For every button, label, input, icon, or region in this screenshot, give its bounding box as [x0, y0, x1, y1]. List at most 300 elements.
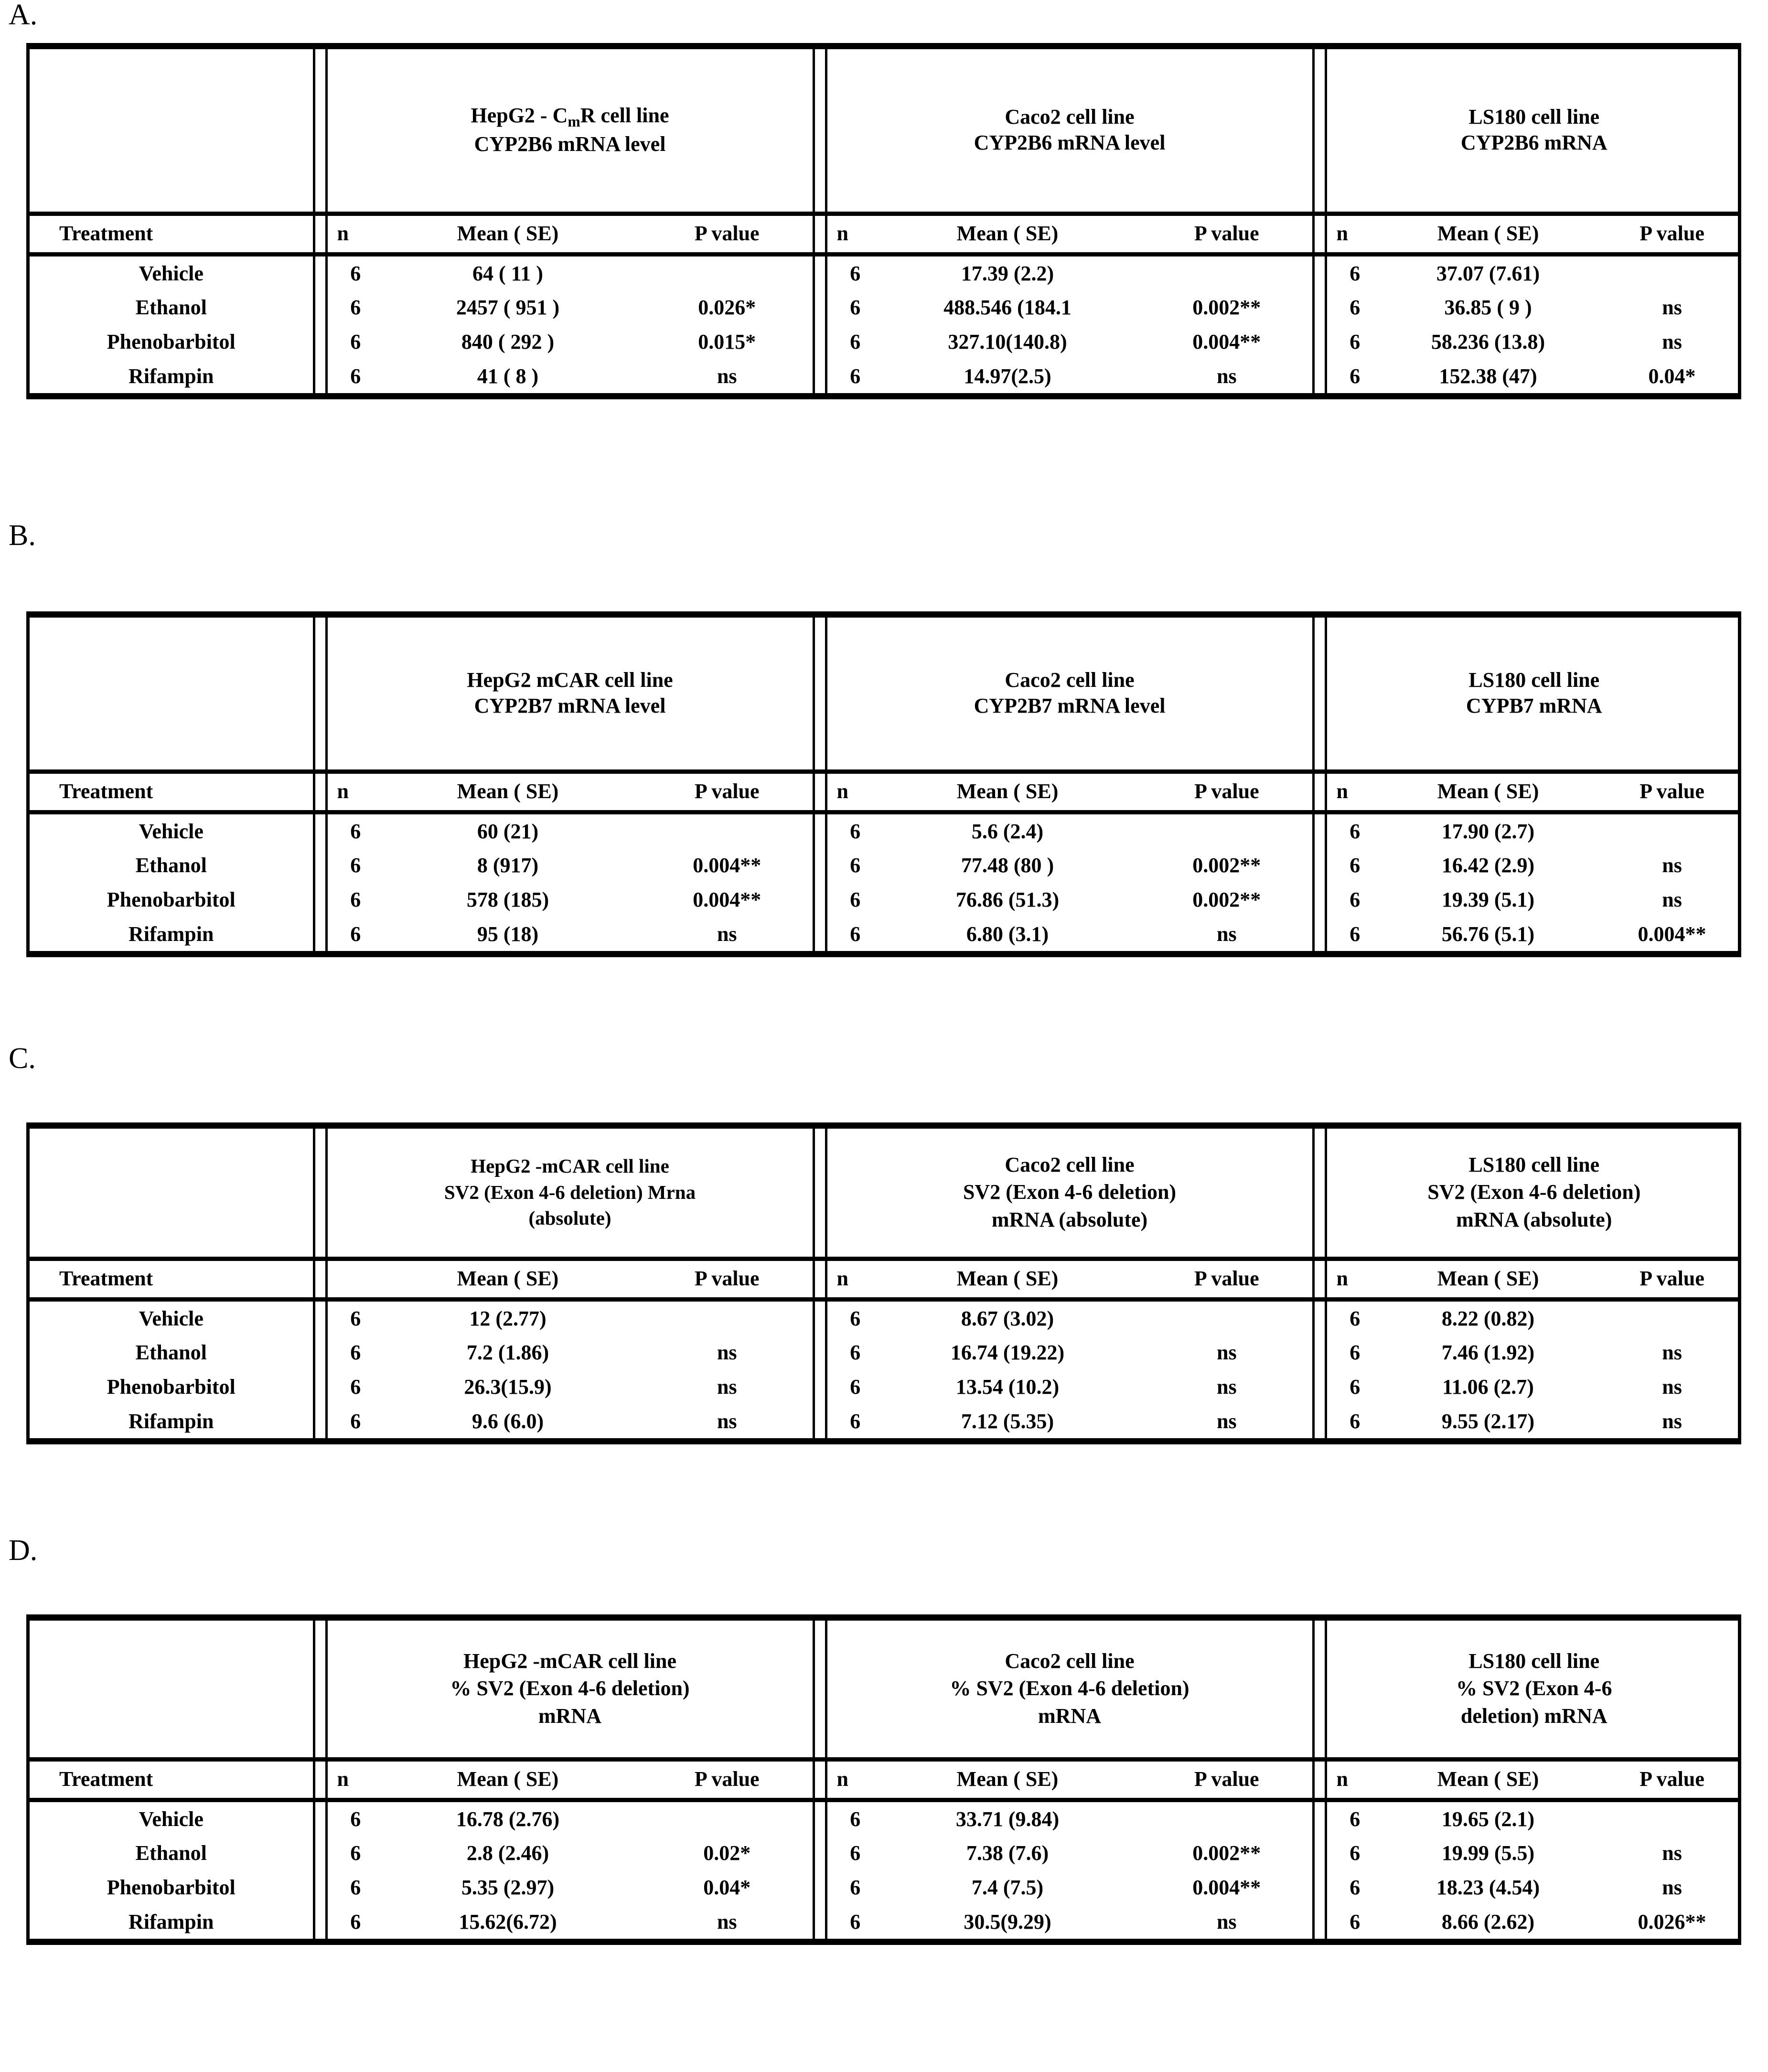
- panel-b: [0, 519, 1768, 946]
- cell-mean: 16.42 (2.9): [1441, 854, 1535, 877]
- row-label: Rifampin: [129, 364, 214, 388]
- cell-pvalue: 0.026**: [1638, 1910, 1706, 1933]
- cell-mean: 17.90 (2.7): [1441, 819, 1535, 843]
- column-separator: [314, 325, 326, 359]
- group-title-hepg2: [326, 1129, 814, 1259]
- column-separator: [1313, 1299, 1326, 1335]
- cell-pvalue: 0.002**: [1192, 854, 1261, 877]
- table-subheader-row: [30, 772, 1741, 812]
- corner-cell: [30, 49, 314, 214]
- cell-n: 6: [350, 922, 361, 946]
- cell-pvalue: [1603, 812, 1741, 848]
- header-treatment: Treatment: [30, 214, 314, 255]
- cell-pvalue: [1141, 254, 1313, 290]
- cell-n: 6: [350, 1876, 361, 1900]
- column-separator: [814, 618, 826, 772]
- row-label: Phenobarbitol: [107, 888, 236, 912]
- header-mean-ls180: Mean ( SE): [1373, 1760, 1603, 1800]
- header-pvalue-ls180: P value: [1603, 1760, 1741, 1800]
- cell-mean: 7.2 (1.86): [466, 1341, 549, 1365]
- header-n-caco2: n: [826, 1760, 874, 1800]
- cell-mean: 9.6 (6.0): [471, 1409, 544, 1433]
- table-row: [30, 254, 1741, 290]
- column-separator: [814, 325, 826, 359]
- panel-c: [0, 1042, 1768, 1433]
- cell-n: 6: [350, 330, 361, 354]
- column-separator: [814, 1760, 826, 1800]
- column-separator: [1313, 1259, 1326, 1300]
- group-title-line2: SV2 (Exon 4-6 deletion): [1427, 1180, 1641, 1204]
- column-separator: [314, 1299, 326, 1335]
- row-label: Phenobarbitol: [107, 1876, 236, 1900]
- cell-mean: 33.71 (9.84): [955, 1807, 1060, 1831]
- cell-n: 6: [850, 1910, 861, 1933]
- cell-pvalue: 0.04*: [703, 1876, 751, 1900]
- table-subheader-row: [30, 214, 1741, 255]
- column-separator: [1313, 49, 1326, 214]
- group-title-caco2: [826, 1129, 1313, 1259]
- column-separator: [814, 883, 826, 917]
- group-title-line1: HepG2 -mCAR cell line: [463, 1649, 677, 1673]
- panel-a-label: A.: [9, 0, 38, 31]
- group-title-ls180: [1326, 1129, 1741, 1259]
- cell-mean: 840 ( 292 ): [461, 330, 555, 354]
- cell-mean: 8.66 (2.62): [1441, 1910, 1535, 1933]
- cell-n: 6: [350, 1409, 361, 1433]
- group-title-line1: LS180 cell line: [1468, 1649, 1600, 1673]
- header-mean-caco2: Mean ( SE): [874, 1760, 1141, 1800]
- cell-n: 6: [1350, 1807, 1361, 1831]
- cell-pvalue: 0.02*: [703, 1841, 751, 1865]
- table-row: [30, 848, 1741, 883]
- cell-n: 6: [850, 922, 861, 946]
- cell-mean: 8.22 (0.82): [1441, 1306, 1535, 1330]
- group-title-hepg2: [326, 1621, 814, 1760]
- cell-pvalue: ns: [1216, 1375, 1237, 1399]
- column-separator: [814, 290, 826, 325]
- row-label: Vehicle: [139, 1306, 204, 1330]
- column-separator: [1313, 254, 1326, 290]
- panel-d-label: D.: [9, 1534, 38, 1567]
- group-title-line2: CYP2B6 mRNA level: [974, 131, 1166, 154]
- cell-n: 6: [1350, 1910, 1361, 1933]
- group-title-ls180: [1326, 618, 1741, 772]
- cell-n: 6: [350, 819, 361, 843]
- header-mean-ls180: Mean ( SE): [1373, 772, 1603, 812]
- group-title-line2: CYP2B6 mRNA level: [474, 132, 666, 156]
- column-separator: [1313, 359, 1326, 394]
- header-pvalue-hepg2: P value: [642, 1259, 814, 1300]
- cell-pvalue: 0.004**: [693, 854, 761, 877]
- cell-mean: 578 (185): [466, 888, 549, 912]
- cell-n: 6: [350, 1807, 361, 1831]
- cell-n: 6: [850, 261, 861, 285]
- cell-mean: 2.8 (2.46): [466, 1841, 549, 1865]
- group-title-line2: SV2 (Exon 4-6 deletion) Mrna: [444, 1181, 696, 1203]
- cell-n: 6: [850, 854, 861, 877]
- cell-pvalue: 0.04*: [1648, 364, 1696, 388]
- cell-mean: 41 ( 8 ): [477, 364, 539, 388]
- header-n-caco2: n: [826, 214, 874, 255]
- cell-pvalue: 0.004**: [1192, 330, 1261, 354]
- cell-pvalue: [1603, 1299, 1741, 1335]
- header-n-ls180: n: [1326, 1760, 1373, 1800]
- header-pvalue-ls180: P value: [1603, 1259, 1741, 1300]
- group-title-caco2: [826, 1621, 1313, 1760]
- group-title-line1: HepG2 mCAR cell line: [467, 668, 673, 692]
- row-label: Rifampin: [129, 1409, 214, 1433]
- column-separator: [314, 772, 326, 812]
- column-separator: [814, 49, 826, 214]
- table-row: [30, 812, 1741, 848]
- column-separator: [814, 1129, 826, 1259]
- panel-c-table: [30, 1129, 1741, 1438]
- group-title-line3: mRNA (absolute): [991, 1207, 1148, 1231]
- panel-c-label: C.: [9, 1042, 36, 1075]
- cell-n: 6: [350, 888, 361, 912]
- table-row: [30, 1335, 1741, 1370]
- table-group-title-row: [30, 1129, 1741, 1259]
- cell-n: 6: [850, 1341, 861, 1365]
- cell-n: 6: [1350, 364, 1361, 388]
- cell-pvalue: [1141, 1299, 1313, 1335]
- cell-mean: 6.80 (3.1): [966, 922, 1049, 946]
- cell-n: 6: [350, 1910, 361, 1933]
- group-title-line3: (absolute): [528, 1207, 611, 1229]
- column-separator: [314, 1836, 326, 1870]
- row-label: Rifampin: [129, 1910, 214, 1933]
- cell-pvalue: 0.026*: [698, 296, 756, 320]
- column-separator: [314, 883, 326, 917]
- cell-pvalue: [1603, 1800, 1741, 1836]
- cell-n: 6: [850, 330, 861, 354]
- column-separator: [314, 49, 326, 214]
- group-title-line1: Caco2 cell line: [1005, 105, 1135, 129]
- column-separator: [1313, 1129, 1326, 1259]
- header-n-caco2: n: [826, 1259, 874, 1300]
- cell-mean: 15.62(6.72): [459, 1910, 557, 1933]
- group-title-line2: CYP2B6 mRNA: [1460, 131, 1607, 154]
- table-group-title-row: [30, 618, 1741, 772]
- header-mean-hepg2: Mean ( SE): [374, 1760, 642, 1800]
- cell-n: 6: [850, 1375, 861, 1399]
- header-treatment: Treatment: [30, 772, 314, 812]
- cell-n: 6: [350, 854, 361, 877]
- cell-mean: 30.5(9.29): [964, 1910, 1051, 1933]
- group-title-hepg2: [326, 49, 814, 214]
- table-row: [30, 1404, 1741, 1439]
- panel-d-table-wrapper: [26, 1614, 1741, 1945]
- panel-d: [0, 1534, 1768, 1933]
- cell-mean: 16.78 (2.76): [456, 1807, 560, 1831]
- cell-mean: 7.12 (5.35): [961, 1409, 1054, 1433]
- cell-mean: 5.6 (2.4): [971, 819, 1044, 843]
- row-label: Phenobarbitol: [107, 330, 236, 354]
- corner-cell: [30, 618, 314, 772]
- header-n-hepg2: n: [326, 772, 374, 812]
- cell-mean: 11.06 (2.7): [1442, 1375, 1534, 1399]
- cell-mean: 5.35 (2.97): [461, 1876, 555, 1900]
- cell-pvalue: ns: [717, 364, 737, 388]
- header-pvalue-caco2: P value: [1141, 1259, 1313, 1300]
- group-title-line1-pre: HepG2 - C: [471, 104, 568, 128]
- group-title-line1: LS180 cell line: [1468, 1153, 1600, 1177]
- table-subheader-row: [30, 1259, 1741, 1300]
- cell-mean: 58.236 (13.8): [1431, 330, 1545, 354]
- corner-cell: [30, 1621, 314, 1760]
- column-separator: [314, 812, 326, 848]
- cell-n: 6: [1350, 330, 1361, 354]
- group-title-caco2: [826, 49, 1313, 214]
- cell-mean: 18.23 (4.54): [1436, 1876, 1540, 1900]
- cell-pvalue: 0.002**: [1192, 1841, 1261, 1865]
- cell-mean: 488.546 (184.1: [943, 296, 1072, 320]
- group-title-hepg2: [326, 618, 814, 772]
- cell-mean: 19.65 (2.1): [1441, 1807, 1535, 1831]
- cell-n: 6: [350, 1375, 361, 1399]
- header-pvalue-hepg2: P value: [642, 1760, 814, 1800]
- cell-mean: 19.39 (5.1): [1441, 888, 1535, 912]
- column-separator: [1313, 325, 1326, 359]
- column-separator: [1313, 1905, 1326, 1939]
- column-separator: [314, 848, 326, 883]
- group-title-line2: CYP2B7 mRNA level: [974, 694, 1166, 717]
- cell-pvalue: ns: [717, 922, 737, 946]
- group-title-line1: Caco2 cell line: [1005, 1153, 1135, 1177]
- cell-n: 6: [850, 296, 861, 320]
- cell-n: 6: [1350, 922, 1361, 946]
- cell-pvalue: 0.002**: [1192, 296, 1261, 320]
- column-separator: [314, 254, 326, 290]
- cell-pvalue: [642, 812, 814, 848]
- column-separator: [814, 1800, 826, 1836]
- header-mean-hepg2: Mean ( SE): [374, 772, 642, 812]
- header-pvalue-hepg2: P value: [642, 772, 814, 812]
- cell-n: 6: [1350, 1876, 1361, 1900]
- cell-n: 6: [1350, 854, 1361, 877]
- cell-mean: 76.86 (51.3): [955, 888, 1060, 912]
- cell-mean: 60 (21): [477, 819, 539, 843]
- group-title-line2: % SV2 (Exon 4-6: [1456, 1677, 1612, 1700]
- cell-n: 6: [850, 1306, 861, 1330]
- column-separator: [1313, 1800, 1326, 1836]
- header-n-caco2: n: [826, 772, 874, 812]
- cell-n: 6: [350, 261, 361, 285]
- column-separator: [314, 1760, 326, 1800]
- column-separator: [314, 359, 326, 394]
- column-separator: [314, 917, 326, 951]
- cell-n: 6: [1350, 261, 1361, 285]
- cell-pvalue: ns: [1662, 1341, 1682, 1365]
- group-title-line1-post: R cell line: [580, 104, 669, 128]
- cell-mean: 8.67 (3.02): [961, 1306, 1054, 1330]
- column-separator: [1313, 812, 1326, 848]
- cell-mean: 9.55 (2.17): [1441, 1409, 1535, 1433]
- table-row: [30, 325, 1741, 359]
- row-label: Vehicle: [139, 819, 204, 843]
- column-separator: [314, 1335, 326, 1370]
- column-separator: [814, 1905, 826, 1939]
- table-group-title-row: [30, 1621, 1741, 1760]
- cell-pvalue: ns: [1216, 922, 1237, 946]
- cell-pvalue: ns: [1662, 1409, 1682, 1433]
- column-separator: [314, 1905, 326, 1939]
- row-label: Ethanol: [135, 854, 207, 877]
- group-title-line1: HepG2 -mCAR cell line: [471, 1154, 669, 1177]
- column-separator: [314, 1870, 326, 1905]
- row-label: Ethanol: [135, 1341, 207, 1365]
- header-pvalue-hepg2: P value: [642, 214, 814, 255]
- group-title-line1: Caco2 cell line: [1005, 1649, 1135, 1673]
- group-title-line1: Caco2 cell line: [1005, 668, 1135, 692]
- group-title-line2: SV2 (Exon 4-6 deletion): [963, 1180, 1177, 1204]
- group-title-line2: CYPB7 mRNA: [1466, 694, 1602, 717]
- cell-n: 6: [1350, 1841, 1361, 1865]
- header-mean-caco2: Mean ( SE): [874, 1259, 1141, 1300]
- group-title-ls180: [1326, 1621, 1741, 1760]
- cell-pvalue: [1141, 1800, 1313, 1836]
- cell-n: 6: [850, 819, 861, 843]
- cell-mean: 17.39 (2.2): [961, 261, 1054, 285]
- column-separator: [1313, 618, 1326, 772]
- group-title-line3: mRNA: [538, 1704, 601, 1728]
- group-title-subscript: m: [568, 113, 580, 130]
- column-separator: [1313, 1621, 1326, 1760]
- group-title-line2: % SV2 (Exon 4-6 deletion): [950, 1677, 1189, 1700]
- cell-pvalue: 0.004**: [1192, 1876, 1261, 1900]
- cell-pvalue: ns: [1662, 1841, 1682, 1865]
- cell-pvalue: ns: [1216, 364, 1237, 388]
- row-label: Ethanol: [135, 1841, 207, 1865]
- table-row: [30, 883, 1741, 917]
- column-separator: [1313, 848, 1326, 883]
- cell-n: 6: [850, 1876, 861, 1900]
- cell-n: 6: [1350, 888, 1361, 912]
- header-mean-ls180: Mean ( SE): [1373, 1259, 1603, 1300]
- cell-n: 6: [1350, 1306, 1361, 1330]
- column-separator: [814, 1621, 826, 1760]
- table-row: [30, 359, 1741, 394]
- table-row: [30, 1370, 1741, 1404]
- cell-mean: 7.46 (1.92): [1441, 1341, 1535, 1365]
- row-label: Rifampin: [129, 922, 214, 946]
- header-mean-ls180: Mean ( SE): [1373, 214, 1603, 255]
- cell-mean: 64 ( 11 ): [472, 261, 543, 285]
- cell-pvalue: ns: [1662, 330, 1682, 354]
- group-title-line3: deletion) mRNA: [1460, 1704, 1607, 1728]
- cell-mean: 37.07 (7.61): [1436, 261, 1540, 285]
- group-title-line2: CYP2B7 mRNA level: [474, 694, 666, 717]
- group-title-line1: LS180 cell line: [1468, 105, 1600, 129]
- cell-pvalue: 0.004**: [693, 888, 761, 912]
- table-row: [30, 290, 1741, 325]
- row-label: Phenobarbitol: [107, 1375, 236, 1399]
- cell-n: 6: [1350, 1341, 1361, 1365]
- row-label: Vehicle: [139, 1807, 204, 1831]
- header-n-hepg2: n: [326, 214, 374, 255]
- panel-b-table-wrapper: [26, 611, 1741, 957]
- column-separator: [814, 1370, 826, 1404]
- cell-pvalue: ns: [717, 1910, 737, 1933]
- column-separator: [1313, 1370, 1326, 1404]
- header-pvalue-ls180: P value: [1603, 772, 1741, 812]
- row-label: Vehicle: [139, 261, 204, 285]
- cell-n: 6: [850, 364, 861, 388]
- column-separator: [314, 290, 326, 325]
- header-pvalue-caco2: P value: [1141, 1760, 1313, 1800]
- column-separator: [1313, 1836, 1326, 1870]
- cell-pvalue: ns: [717, 1409, 737, 1433]
- column-separator: [814, 812, 826, 848]
- column-separator: [814, 1404, 826, 1439]
- cell-pvalue: [1141, 812, 1313, 848]
- panel-a-table: [30, 49, 1741, 393]
- column-separator: [814, 1836, 826, 1870]
- column-separator: [1313, 1404, 1326, 1439]
- cell-mean: 13.54 (10.2): [955, 1375, 1060, 1399]
- header-pvalue-ls180: P value: [1603, 214, 1741, 255]
- cell-pvalue: [642, 1800, 814, 1836]
- cell-pvalue: ns: [717, 1375, 737, 1399]
- panel-c-table-wrapper: [26, 1122, 1741, 1444]
- header-n-hepg2: n: [326, 1760, 374, 1800]
- group-title-line3: mRNA (absolute): [1456, 1207, 1612, 1231]
- cell-n: 6: [1350, 1375, 1361, 1399]
- panel-b-table: [30, 618, 1741, 951]
- column-separator: [814, 917, 826, 951]
- column-separator: [1313, 290, 1326, 325]
- corner-cell: [30, 1129, 314, 1259]
- column-separator: [1313, 917, 1326, 951]
- column-separator: [814, 359, 826, 394]
- column-separator: [314, 1621, 326, 1760]
- cell-mean: 26.3(15.9): [464, 1375, 552, 1399]
- group-title-line3: mRNA: [1038, 1704, 1101, 1728]
- column-separator: [314, 1404, 326, 1439]
- cell-n: 6: [1350, 296, 1361, 320]
- header-treatment: Treatment: [30, 1760, 314, 1800]
- cell-mean: 7.4 (7.5): [971, 1876, 1044, 1900]
- header-mean-hepg2: Mean ( SE): [374, 1259, 642, 1300]
- cell-pvalue: ns: [717, 1341, 737, 1365]
- cell-pvalue: [642, 1299, 814, 1335]
- cell-mean: 14.97(2.5): [964, 364, 1051, 388]
- header-n-ls180: n: [1326, 772, 1373, 812]
- header-treatment: Treatment: [30, 1259, 314, 1300]
- cell-pvalue: ns: [1662, 888, 1682, 912]
- cell-n: 6: [850, 1841, 861, 1865]
- header-n-ls180: n: [1326, 214, 1373, 255]
- column-separator: [314, 1370, 326, 1404]
- header-pvalue-caco2: P value: [1141, 214, 1313, 255]
- column-separator: [814, 848, 826, 883]
- column-separator: [314, 1129, 326, 1259]
- cell-pvalue: 0.004**: [1638, 922, 1706, 946]
- cell-mean: 2457 ( 951 ): [456, 296, 560, 320]
- cell-pvalue: ns: [1216, 1910, 1237, 1933]
- row-label: Ethanol: [135, 296, 207, 320]
- table-subheader-row: [30, 1760, 1741, 1800]
- group-title-line1: [332, 103, 808, 131]
- column-separator: [1313, 214, 1326, 255]
- cell-pvalue: 0.015*: [698, 330, 756, 354]
- column-separator: [814, 214, 826, 255]
- panel-b-label: B.: [9, 519, 36, 552]
- cell-mean: 19.99 (5.5): [1441, 1841, 1535, 1865]
- header-n-hepg2: [326, 1259, 374, 1300]
- cell-n: 6: [350, 364, 361, 388]
- table-row: [30, 1836, 1741, 1870]
